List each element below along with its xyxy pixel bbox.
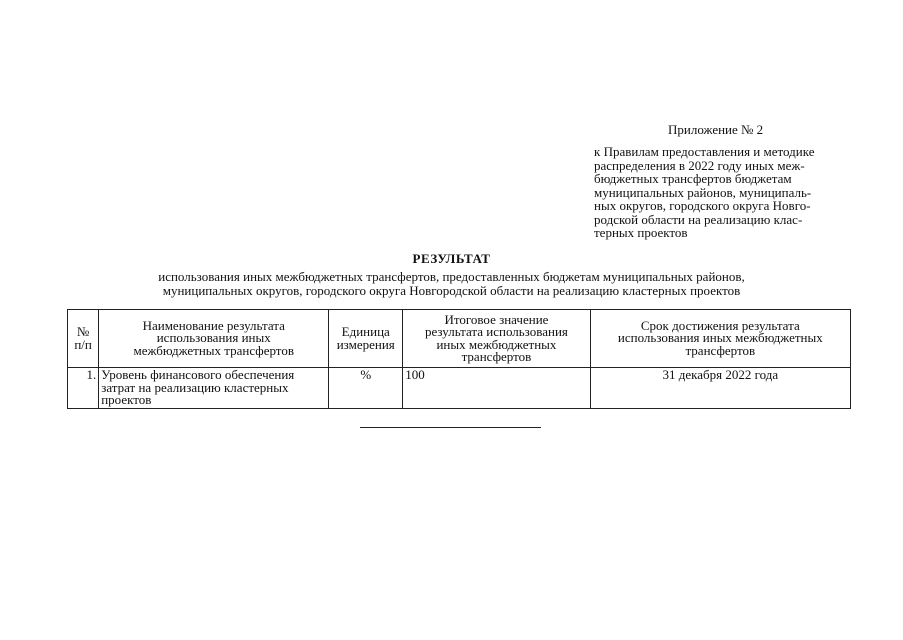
header-line: трансфертов — [461, 349, 532, 364]
header-line: измерения — [336, 336, 395, 352]
cell-deadline: 31 декабря 2022 года — [590, 368, 850, 409]
table-row — [68, 368, 851, 409]
header-line: п/п — [74, 336, 92, 352]
cell-line: Уровень финансового обеспечения — [101, 367, 295, 382]
header-line: использования иных межбюджетных — [617, 330, 823, 346]
appendix-description — [594, 145, 844, 240]
header-line: трансфертов — [685, 342, 756, 358]
cell-line: проектов — [101, 392, 152, 407]
header-result-name — [99, 310, 329, 368]
cell-result-name — [99, 368, 329, 409]
header-line: Итоговое значение — [444, 311, 549, 327]
end-divider — [360, 427, 541, 428]
subtitle-line: использования иных межбюджетных трансфертов, предоставленных бюджетам муниципальных районов, — [158, 269, 745, 284]
result-table — [67, 309, 851, 409]
document-subtitle — [0, 270, 903, 298]
appendix-line: родской области на реализацию клас- — [594, 211, 803, 227]
appendix-line: распределения в 2022 году иных меж- — [594, 157, 805, 173]
subtitle-line: муниципальных округов, городского округа Новгородской области на реализацию кластерных проектов — [162, 283, 741, 298]
cell-line: затрат на реализацию кластерных — [101, 379, 289, 395]
header-line: Срок достижения результата — [640, 317, 800, 333]
header-final-value — [403, 310, 590, 368]
header-number — [68, 310, 99, 368]
appendix-line: бюджетных трансфертов бюджетам — [594, 171, 792, 186]
header-line: иных межбюджетных — [436, 336, 557, 352]
table-header-row — [68, 310, 851, 368]
appendix-line: ных округов, городского округа Новго- — [594, 198, 811, 213]
header-line: Единица — [341, 324, 390, 339]
cell-unit: % — [329, 368, 403, 409]
header-unit — [329, 310, 403, 368]
cell-number: 1. — [68, 368, 99, 409]
header-deadline — [590, 310, 850, 368]
header-line: № — [76, 324, 90, 339]
header-line: Наименование результата — [142, 317, 285, 333]
appendix-title: Приложение № 2 — [668, 122, 764, 137]
header-line: результата использования — [424, 324, 568, 339]
cell-final-value: 100 — [403, 368, 590, 409]
document-title: РЕЗУЛЬТАТ — [412, 251, 491, 266]
appendix-line: муниципальных районов, муниципаль- — [594, 184, 812, 200]
header-line: межбюджетных трансфертов — [133, 342, 294, 358]
appendix-line: терных проектов — [594, 225, 688, 240]
header-line: использования иных — [156, 330, 271, 346]
appendix-line: к Правилам предоставления и методике — [594, 144, 815, 159]
